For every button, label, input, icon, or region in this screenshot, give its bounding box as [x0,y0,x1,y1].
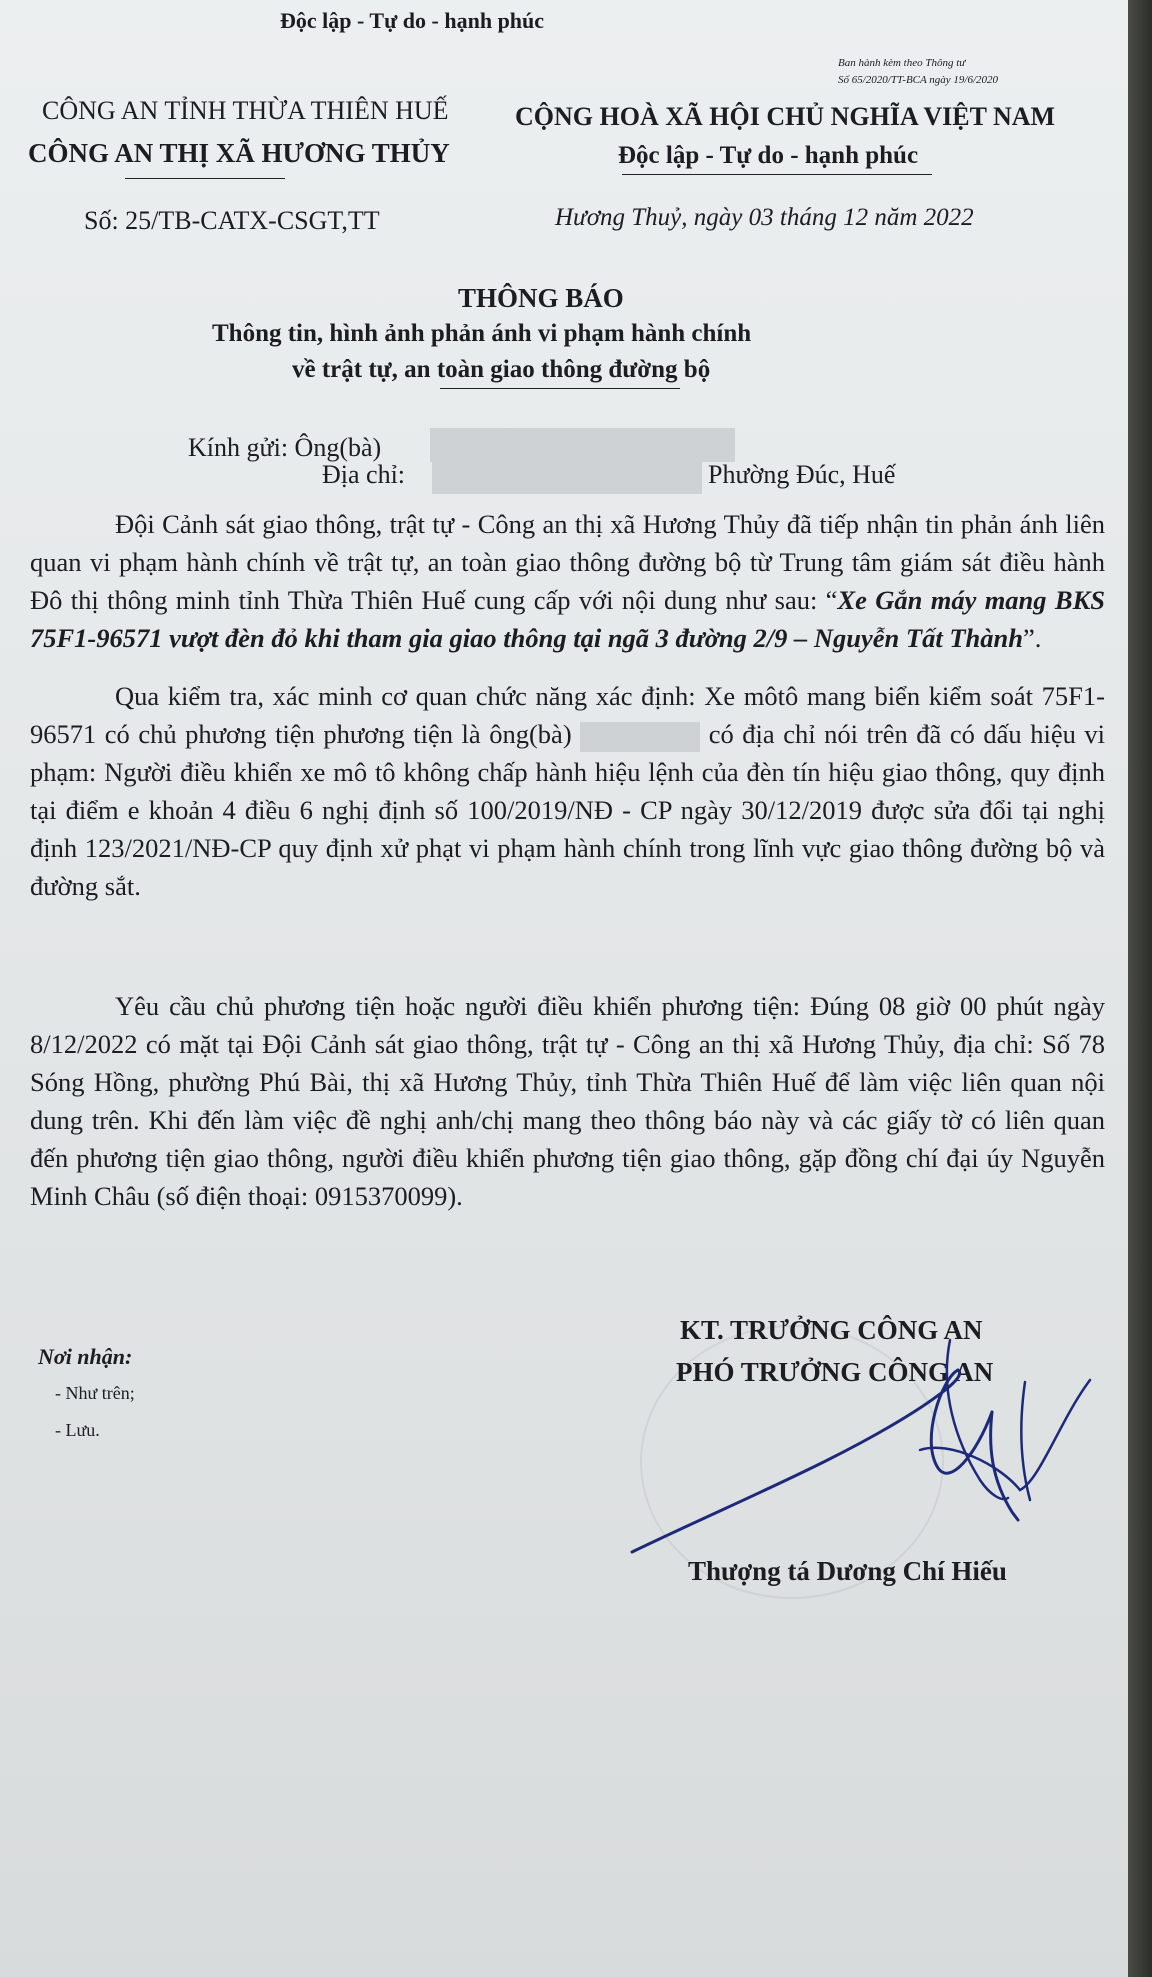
paragraph-2 [30,677,1105,905]
redacted-owner-name [580,722,700,752]
receiver-item: - Như trên; [55,1383,135,1403]
form-note-line1: Ban hành kèm theo Thông tư [838,57,966,69]
paragraph-3-text: Yêu cầu chủ phương tiện hoặc người điều khiển phương tiện: Đúng 08 giờ 00 phút ngày 8/12/2022 có mặt tại Đội Cảnh sát giao thông, trật tự - Công an thị xã Hương Thủy, địa chỉ: Số 78 Sóng Hồng, phường Phú Bài, thị xã Hương Thủy, tỉnh Thừa Thiên Huế để làm việc liên quan nội dung trên. Khi đến làm việc đề nghị anh/chị mang theo thông báo này và các giấy tờ có liên quan đến phương tiện giao thông, người điều khiển phương tiện giao thông, gặp đồng chí đại úy Nguyễn Minh Châu (số điện thoại: 0915370099). [30,991,1105,1211]
address-label: Địa chỉ: [322,460,406,489]
motto-underline [622,174,932,175]
national-motto: Độc lập - Tự do - hạnh phúc [618,142,919,169]
document-subtitle-line1: Thông tin, hình ảnh phản ánh vi phạm hành chính [212,320,752,347]
top-cut-motto: Độc lập - Tự do - hạnh phúc [280,8,545,33]
receivers-label: Nơi nhận: [38,1344,133,1369]
address-tail: Phường Đúc, Huế [708,460,896,489]
background-edge [1128,0,1152,1977]
parent-organization: CÔNG AN TỈNH THỪA THIÊN HUẾ [42,96,449,125]
recipient-label: Kính gửi: Ông(bà) [188,433,382,462]
organization-underline [125,178,285,179]
place-date: Hương Thuỷ, ngày 03 tháng 12 năm 2022 [555,204,974,231]
paragraph-1-text: Đội Cảnh sát giao thông, trật tự - Công an thị xã Hương Thủy đã tiếp nhận tin phản ánh liên quan vi phạm hành chính về trật tự, an toàn giao thông đường bộ từ Trung tâm giám sát điều hành Đô thị thông minh tỉnh Thừa Thiên Huế cung cấp với nội dung như sau: “ [30,509,1105,615]
paragraph-2-text-a: Qua kiểm tra, xác minh cơ quan chức năng xác định: Xe môtô mang biển kiểm soát 75F1-96571 có chủ phương tiện phương tiện là ông(bà) [30,681,1105,749]
document-title: THÔNG BÁO [458,283,624,313]
redacted-recipient-name [430,428,735,462]
subtitle-underline [440,388,680,389]
redacted-address [432,458,702,494]
paragraph-1-end: ”. [1022,623,1042,653]
violation-quote: Xe Gắn máy mang BKS 75F1-96571 vượt đèn đỏ khi tham gia giao thông tại ngã 3 đường 2/9 – Nguyễn Tất Thành [30,585,1105,653]
signature-title-line1: KT. TRƯỞNG CÔNG AN [680,1315,983,1345]
document-subtitle-line2: về trật tự, an toàn giao thông đường bộ [292,356,711,383]
handwritten-signature [620,1290,1100,1570]
signer-name: Thượng tá Dương Chí Hiếu [688,1556,1007,1586]
receiver-item: - Lưu. [55,1420,100,1440]
paragraph-1 [30,505,1105,657]
nation-title: CỘNG HOÀ XÃ HỘI CHỦ NGHĨA VIỆT NAM [515,102,1056,131]
paragraph-3 [30,987,1105,1215]
paragraph-2-text-b: có địa chỉ nói trên đã có dấu hiệu vi phạm: Người điều khiển xe mô tô không chấp hành hiệu lệnh của đèn tín hiệu giao thông, quy định tại điểm e khoản 4 điều 6 nghị định số 100/2019/NĐ - CP ngày 30/12/2019 được sửa đổi tại nghị định 123/2021/NĐ-CP quy định xử phạt vi phạm hành chính trong lĩnh vực giao thông đường bộ và đường sắt. [30,719,1105,901]
document-number: Số: 25/TB-CATX-CSGT,TT [84,206,380,235]
organization-name: CÔNG AN THỊ XÃ HƯƠNG THỦY [28,138,450,168]
form-note [838,55,998,89]
signature-title-line2: PHÓ TRƯỞNG CÔNG AN [676,1357,994,1387]
form-note-line2: Số 65/2020/TT-BCA ngày 19/6/2020 [838,74,999,86]
